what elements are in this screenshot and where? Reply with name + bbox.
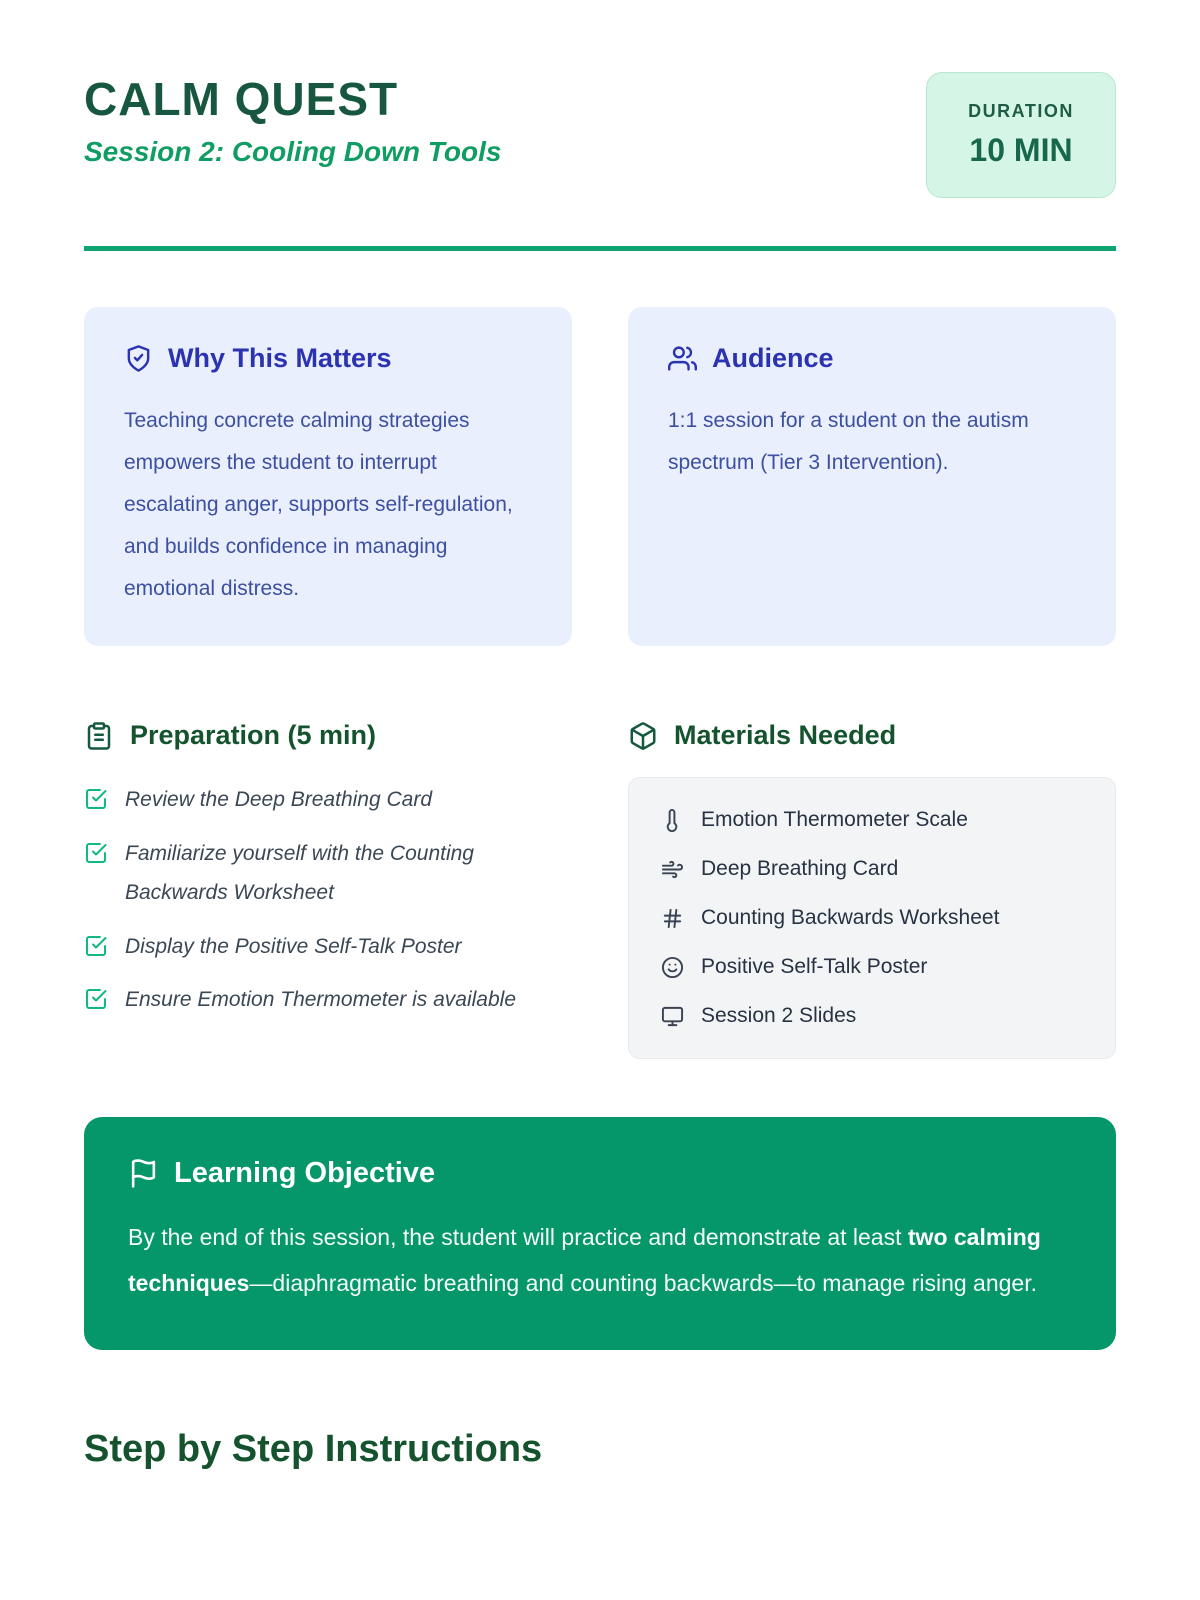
material-item-label: Emotion Thermometer Scale — [701, 808, 968, 831]
materials-heading — [628, 720, 1116, 751]
check-square-icon — [84, 928, 108, 958]
checklist-item — [84, 928, 572, 967]
audience-heading — [668, 343, 1076, 374]
smile-icon — [661, 956, 684, 979]
clipboard-icon — [84, 721, 114, 751]
prep-materials-row — [84, 720, 1116, 1059]
duration-badge — [926, 72, 1116, 198]
checklist-item — [84, 981, 572, 1020]
steps-heading: Step by Step Instructions — [84, 1428, 543, 1470]
material-item — [661, 857, 1083, 881]
materials-section — [628, 720, 1116, 1059]
learning-objective-body — [128, 1214, 1072, 1306]
check-square-icon — [84, 981, 108, 1011]
material-item-label: Counting Backwards Worksheet — [701, 906, 1000, 929]
checklist-item-label: Ensure Emotion Thermometer is available — [125, 988, 517, 1012]
page-title: CALM QUEST — [84, 73, 399, 125]
header-divider — [84, 246, 1116, 251]
material-item — [661, 808, 1083, 832]
materials-card — [628, 777, 1116, 1059]
material-item — [661, 1004, 1083, 1028]
check-square-icon — [84, 835, 108, 865]
learning-objective-card — [84, 1117, 1116, 1350]
audience-title: Audience — [712, 343, 834, 373]
preparation-checklist — [84, 781, 572, 1020]
users-icon — [668, 344, 697, 373]
checklist-item-label: Display the Positive Self-Talk Poster — [125, 934, 462, 958]
flag-icon — [128, 1158, 159, 1189]
learning-objective-title: Learning Objective — [174, 1157, 436, 1189]
package-icon — [628, 721, 658, 751]
check-square-icon — [84, 781, 108, 811]
objective-text-start: By the end of this session, the student will practice and demonstrate at least — [128, 1224, 908, 1250]
material-item — [661, 906, 1083, 930]
learning-objective-heading — [128, 1157, 1072, 1190]
header — [84, 72, 1116, 198]
material-item-label: Deep Breathing Card — [701, 857, 899, 880]
preparation-heading — [84, 720, 572, 751]
audience-body: 1:1 session for a student on the autism spectrum (Tier 3 Intervention). — [668, 409, 1029, 474]
preparation-section — [84, 720, 572, 1035]
preparation-title: Preparation (5 min) — [130, 720, 377, 750]
thermometer-icon — [661, 809, 684, 832]
checklist-item — [84, 781, 572, 820]
duration-label: DURATION — [968, 101, 1074, 121]
why-this-matters-body: Teaching concrete calming strategies empowers the student to interrupt escalating anger, supports self-regulation, and builds confidence in managing emotional distress. — [124, 409, 513, 600]
objective-text-emphasis: two calming techniques — [128, 1224, 1041, 1296]
hash-icon — [661, 907, 684, 930]
session-subtitle: Session 2: Cooling Down Tools — [84, 136, 502, 167]
material-item-label: Session 2 Slides — [701, 1004, 857, 1027]
materials-list — [661, 808, 1083, 1028]
why-this-matters-card — [84, 307, 572, 646]
monitor-icon — [661, 1005, 684, 1028]
checklist-item-label: Familiarize yourself with the Counting Backwards Worksheet — [125, 841, 474, 904]
materials-title: Materials Needed — [674, 720, 897, 750]
checklist-item — [84, 835, 572, 913]
material-item-label: Positive Self-Talk Poster — [701, 955, 928, 978]
title-block — [84, 72, 501, 168]
audience-card — [628, 307, 1116, 646]
material-item — [661, 955, 1083, 979]
info-cards-row — [84, 307, 1116, 646]
checklist-item-label: Review the Deep Breathing Card — [125, 788, 433, 811]
objective-text-end: —diaphragmatic breathing and counting backwards—to manage rising anger. — [249, 1270, 1038, 1296]
why-this-matters-heading — [124, 343, 532, 374]
wind-icon — [661, 858, 684, 881]
why-this-matters-title: Why This Matters — [168, 343, 392, 373]
shield-check-icon — [124, 344, 153, 373]
duration-value: 10 MIN — [969, 132, 1073, 168]
